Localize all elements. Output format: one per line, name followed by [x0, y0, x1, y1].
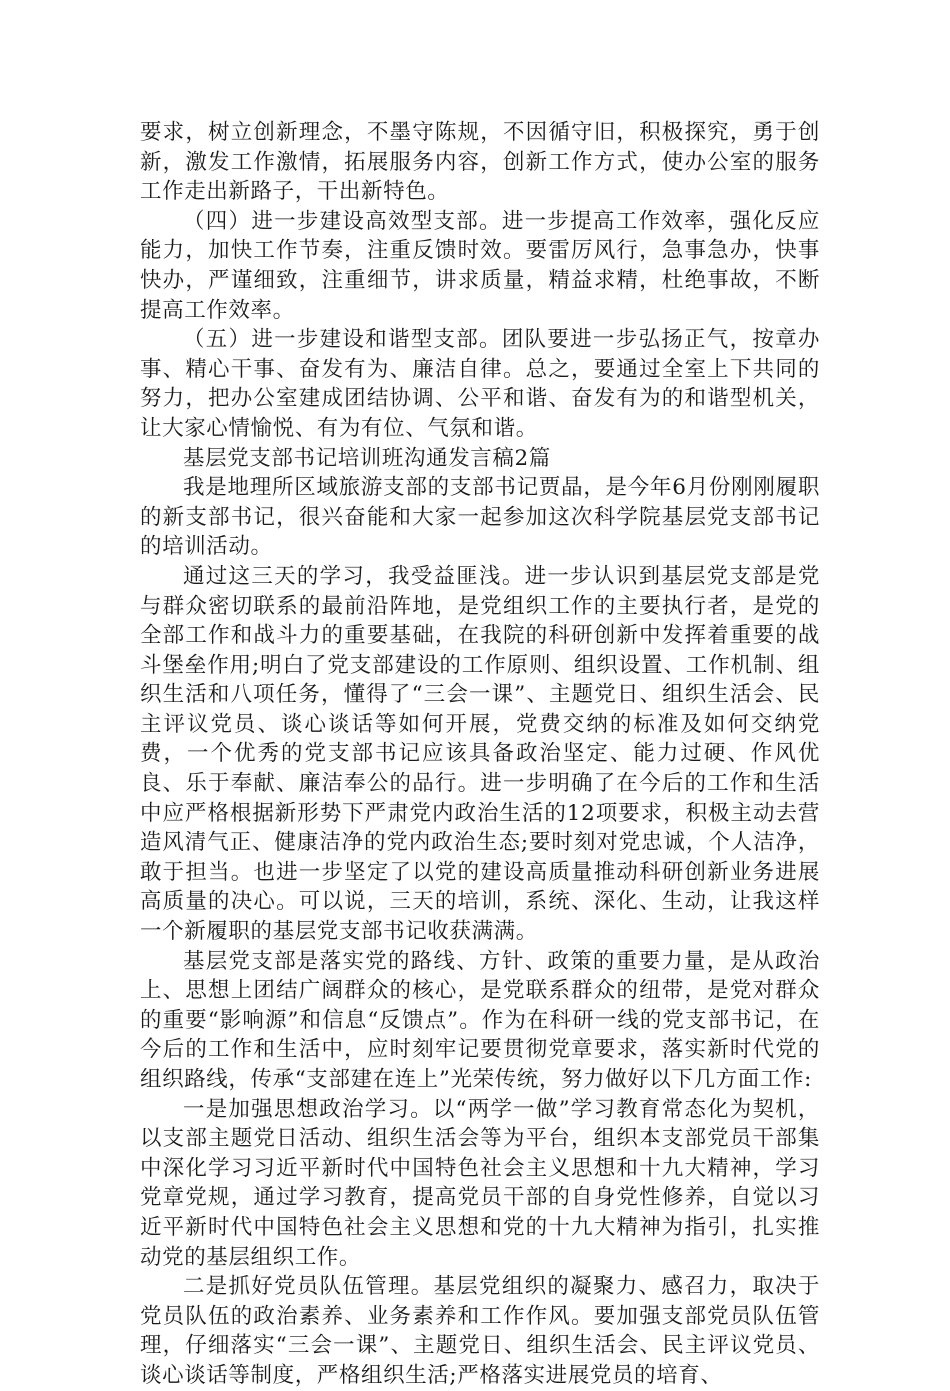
paragraph-1: 要求，树立创新理念，不墨守陈规，不因循守旧，积极探究，勇于创新，激发工作激情，拓展服务内容，创新工作方式，使办公室的服务工作走出新路子，干出新特色。: [140, 120, 820, 205]
paragraph-9: 二是抓好党员队伍管理。基层党组织的凝聚力、感召力，取决于党员队伍的政治素养、业务素养和工作作风。要加强支部党员队伍管理，仔细落实“三会一课”、主题党日、组织生活会、民主评议党员、谈心谈话等制度，严格组织生活;严格落实进展党员的培育、: [140, 1274, 820, 1388]
paragraph-8: 一是加强思想政治学习。以“两学一做”学习教育常态化为契机，以支部主题党日活动、组织生活会等为平台，组织本支部党员干部集中深化学习习近平新时代中国特色社会主义思想和十九大精神，学习党章党规，通过学习教育，提高党员干部的自身党性修养，自觉以习近平新时代中国特色社会主义思想和党的十九大精神为指引，扎实推动党的基层组织工作。: [140, 1096, 820, 1270]
paragraph-6: 通过这三天的学习，我受益匪浅。进一步认识到基层党支部是党与群众密切联系的最前沿阵地，是党组织工作的主要执行者，是党的全部工作和战斗力的重要基础，在我院的科研创新中发挥着重要的战斗堡垒作用;明白了党支部建设的工作原则、组织设置、工作机制、组织生活和八项任务，懂得了“三会一课”、主题党日、组织生活会、民主评议党员、谈心谈话等如何开展，党费交纳的标准及如何交纳党费，一个优秀的党支部书记应该具备政治坚定、能力过硬、作风优良、乐于奉献、廉洁奉公的品行。进一步明确了在今后的工作和生活中应严格根据新形势下严肃党内政治生活的12项要求，积极主动去营造风清气正、健康洁净的党内政治生态;要时刻对党忠诚，个人洁净，敢于担当。也进一步坚定了以党的建设高质量推动科研创新业务进展高质量的决心。可以说，三天的培训，系统、深化、生动，让我这样一个新履职的基层党支部书记收获满满。: [140, 563, 820, 945]
document-body: [140, 118, 820, 1391]
paragraph-3: （五）进一步建设和谐型支部。团队要进一步弘扬正气，按章办事、精心干事、奋发有为、廉洁自律。总之，要通过全室上下共同的努力，把办公室建成团结协调、公平和谐、奋发有为的和谐型机关，让大家心情愉悦、有为有位、气氛和谐。: [140, 327, 820, 441]
paragraph-7: 基层党支部是落实党的路线、方针、政策的重要力量，是从政治上、思想上团结广阔群众的核心，是党联系群众的纽带，是党对群众的重要“影响源”和信息“反馈点”。作为在科研一线的党支部书记，在今后的工作和生活中，应时刻牢记要贯彻党章要求，落实新时代党的组织路线，传承“支部建在连上”光荣传统，努力做好以下几方面工作:: [140, 948, 820, 1092]
section-heading: 基层党支部书记培训班沟通发言稿2篇: [183, 445, 551, 471]
paragraph-5: 我是地理所区域旅游支部的支部书记贾晶，是今年6月份刚刚履职的新支部书记，很兴奋能和大家一起参加这次科学院基层党支部书记的培训活动。: [140, 475, 820, 560]
paragraph-2: （四）进一步建设高效型支部。进一步提高工作效率，强化反应能力，加快工作节奏，注重反馈时效。要雷厉风行，急事急办，快事快办，严谨细致，注重细节，讲求质量，精益求精，杜绝事故，不断提高工作效率。: [140, 208, 820, 323]
